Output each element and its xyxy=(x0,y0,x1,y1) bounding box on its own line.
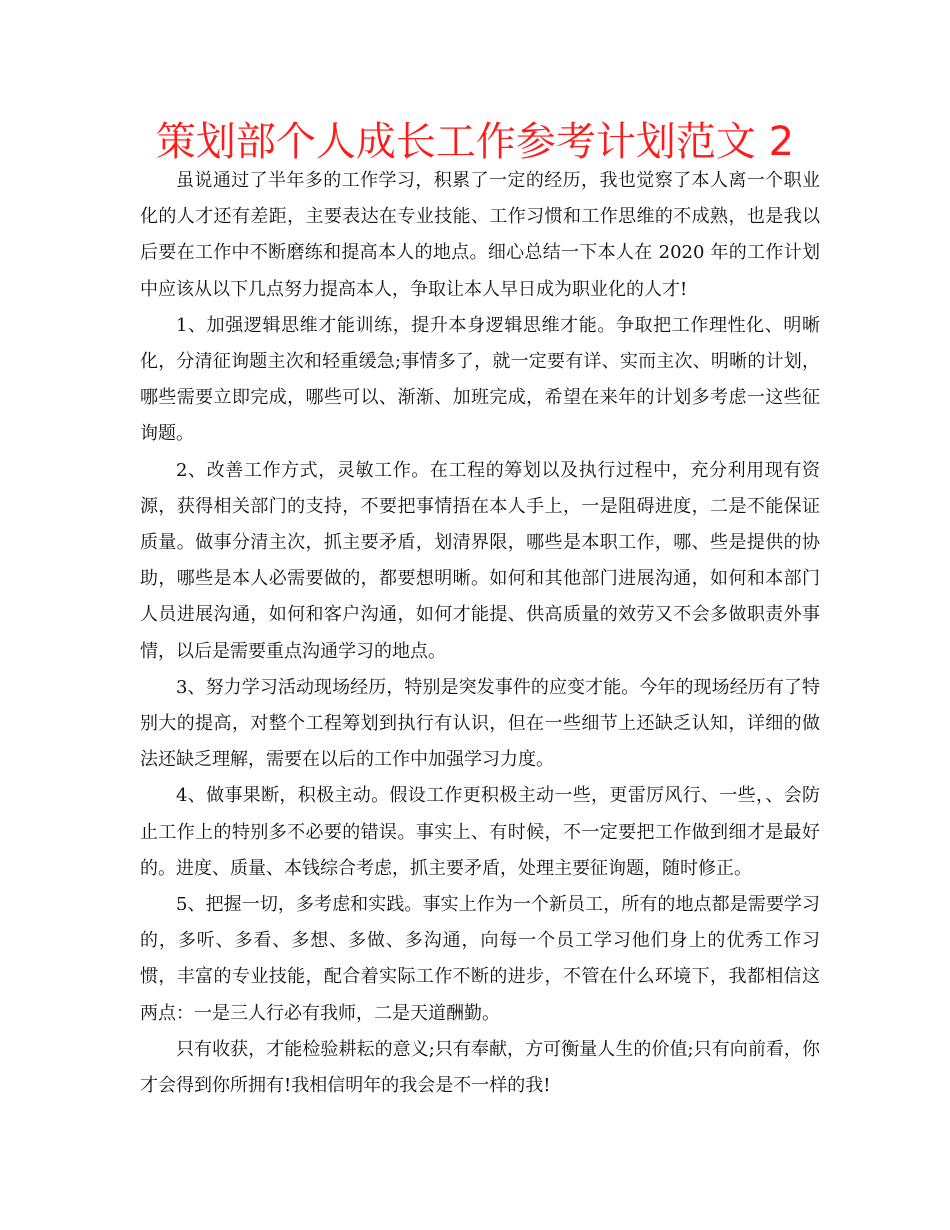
paragraph-point-3: 3、努力学习活动现场经历，特别是突发事件的应变才能。今年的现场经历有了特别大的提高，对整个工程筹划到执行有认识，但在一些细节上还缺乏认知，详细的做法还缺乏理解，需要在以后的工作中加强学习力度。 xyxy=(140,676,820,771)
paragraph-conclusion: 只有收获，才能检验耕耘的意义;只有奉献，方可衡量人生的价值;只有向前看，你才会得到你所拥有!我相信明年的我会是不一样的我! xyxy=(140,1038,820,1097)
paragraph-intro: 虽说通过了半年多的工作学习，积累了一定的经历，我也觉察了本人离一个职业化的人才还有差距，主要表达在专业技能、工作习惯和工作思维的不成熟，也是我以后要在工作中不断磨练和提高本人的地点。细心总结一下本人在 2020 年的工作计划中应该从以下几点努力提高本人，争取让本人早日成为职业化的人才! xyxy=(140,170,820,300)
paragraph-point-2: 2、改善工作方式，灵敏工作。在工程的筹划以及执行过程中，充分利用现有资源，获得相关部门的支持，不要把事情捂在本人手上，一是阻碍进度，二是不能保证质量。做事分清主次，抓主要矛盾，划清界限，哪些是本职工作，哪、些是提供的协助，哪些是本人必需要做的，都要想明晰。如何和其他部门进展沟通，如何和本部门人员进展沟通，如何和客户沟通，如何才能提、供高质量的效劳又不会多做职责外事情，以后是需要重点沟通学习的地点。 xyxy=(140,459,820,662)
paragraph-point-1: 1、加强逻辑思维才能训练，提升本身逻辑思维才能。争取把工作理性化、明晰化，分清征询题主次和轻重缓急;事情多了，就一定要有详、实而主次、明晰的计划，哪些需要立即完成，哪些可以、渐渐、加班完成，希望在来年的计划多考虑一这些征询题。 xyxy=(140,314,820,445)
document-body xyxy=(140,163,820,1104)
paragraph-point-5: 5、把握一切，多考虑和实践。事实上作为一个新员工，所有的地点都是需要学习的，多听、多看、多想、多做、多沟通，向每一个员工学习他们身上的优秀工作习惯，丰富的专业技能，配合着实际工作不断的进步，不管在什么环境下，我都相信这两点：一是三人行必有我师，二是天道酬勤。 xyxy=(140,894,820,1024)
paragraph-point-4: 4、做事果断，积极主动。假设工作更积极主动一些，更雷厉风行、一些，、会防止工作上的特别多不必要的错误。事实上、有时候，不一定要把工作做到细才是最好的。进度、质量、本钱综合考虑，抓主要矛盾，处理主要征询题，随时修正。 xyxy=(140,785,820,879)
document-title: 策划部个人成长工作参考计划范文 2 xyxy=(155,119,795,165)
